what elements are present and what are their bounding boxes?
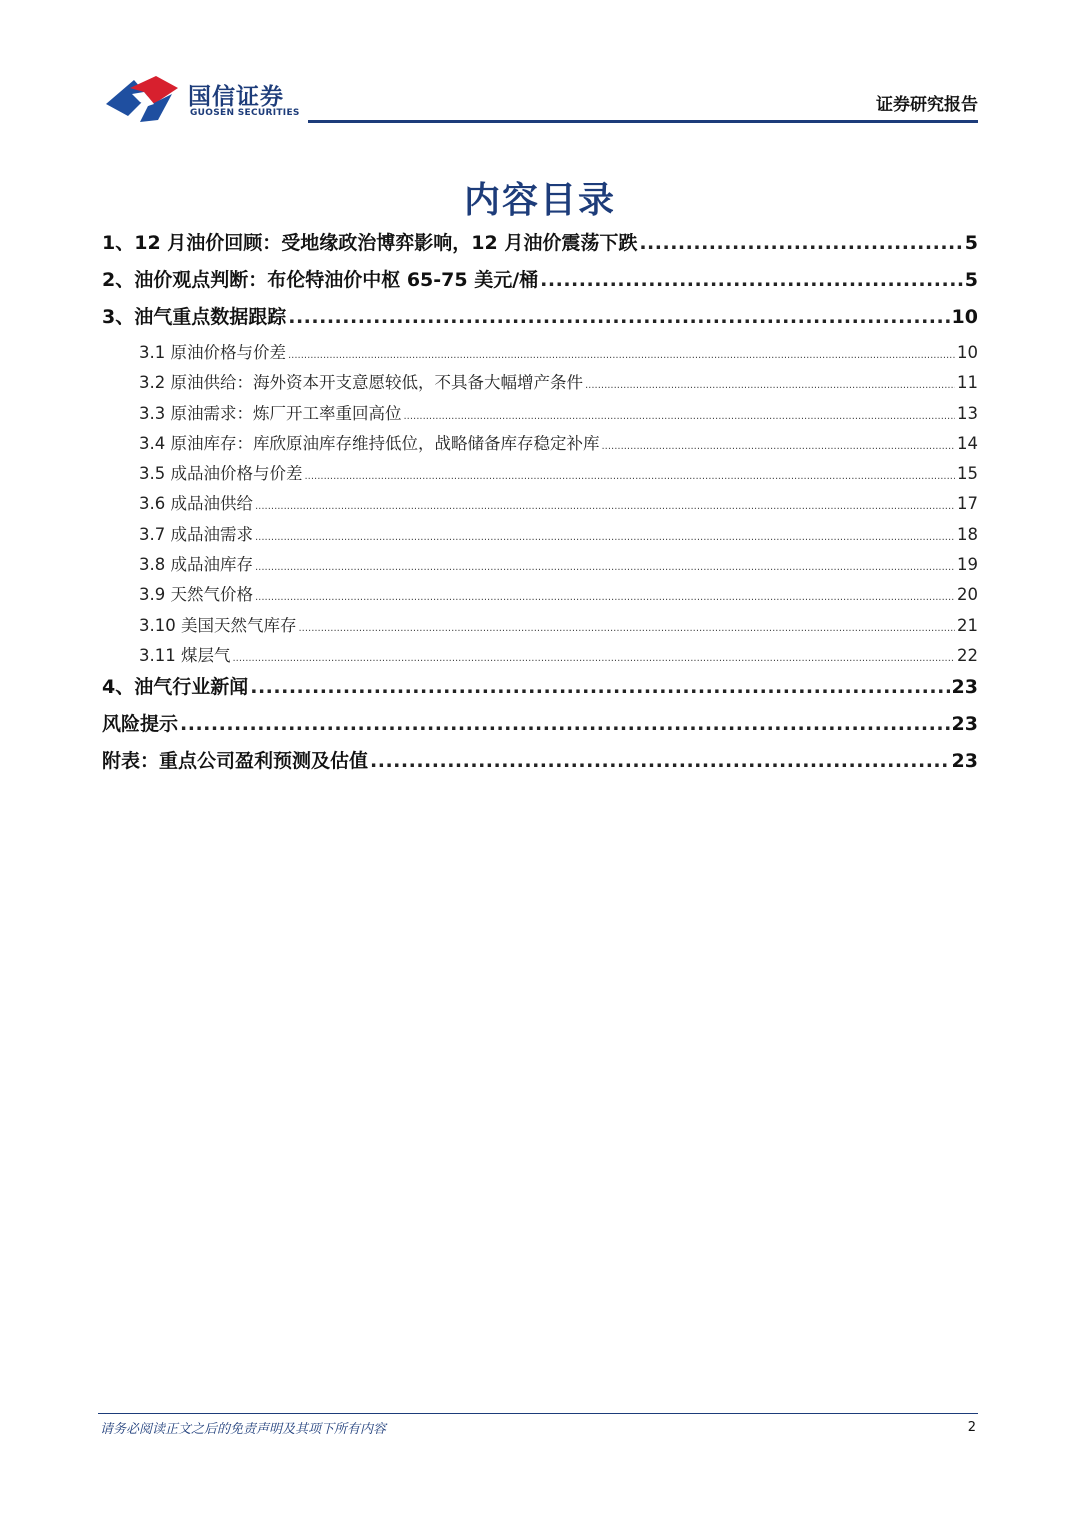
toc-dot-leader: [180, 713, 950, 735]
toc-entry-page: 10: [957, 343, 978, 362]
toc-dot-leader: [639, 232, 962, 254]
toc-entry-label: 3.10 美国天然气库存: [139, 615, 297, 635]
report-type-label: 证券研究报告: [876, 95, 978, 115]
toc-entry-page: 10: [951, 306, 978, 328]
toc-entry-label: 3.3 原油需求：炼厂开工率重回高位: [139, 403, 402, 423]
toc-entry[interactable]: [102, 400, 978, 430]
toc-entry-label: 3.7 成品油需求: [139, 524, 253, 544]
toc-dot-leader: [255, 592, 955, 603]
guosen-logo: [104, 74, 304, 124]
page-header: [0, 0, 1080, 130]
toc-dot-leader: [298, 623, 955, 634]
toc-dot-leader: [585, 380, 955, 391]
toc-entry-label: 3.4 原油库存：库欣原油库存维持低位，战略储备库存稳定补库: [139, 433, 600, 453]
toc-entry[interactable]: [102, 746, 978, 783]
toc-dot-leader: [288, 350, 955, 361]
toc-entry[interactable]: [102, 265, 978, 302]
toc-entry[interactable]: [102, 581, 978, 611]
toc-dot-leader: [602, 441, 956, 452]
toc-entry-label: 附表：重点公司盈利预测及估值: [102, 750, 369, 773]
toc-entry-page: 22: [957, 645, 978, 665]
toc-dot-leader: [255, 501, 955, 512]
header-divider: [308, 120, 978, 123]
toc-entry-page: 15: [957, 464, 978, 484]
toc-entry[interactable]: [102, 490, 978, 520]
toc-entry-page: 5: [964, 232, 978, 254]
toc-title: 内容目录: [463, 180, 616, 221]
toc-entry-page: 20: [957, 585, 978, 605]
toc-entry-page: 5: [964, 269, 978, 291]
toc-entry-label: 3.5 成品油价格与价差: [139, 464, 303, 484]
toc-entry[interactable]: [102, 709, 978, 746]
toc-entry-label: 4、油气行业新闻: [102, 676, 249, 699]
toc-entry-page: 11: [957, 373, 978, 393]
toc-dot-leader: [255, 562, 955, 573]
toc-entry-label: 2、油价观点判断：布伦特油价中枢 65-75 美元/桶: [102, 269, 539, 291]
toc-dot-leader: [305, 471, 956, 482]
toc-entry-page: 23: [951, 676, 978, 699]
toc-entry-page: 17: [957, 494, 978, 514]
toc-entry-page: 23: [951, 750, 978, 773]
logo-text-cn: 国信证券: [188, 84, 284, 110]
toc-entry-label: 3.1 原油价格与价差: [139, 343, 286, 362]
toc-dot-leader: [255, 532, 955, 543]
toc-entry-page: 18: [957, 524, 978, 544]
table-of-contents: [102, 228, 978, 783]
footer-disclaimer: 请务必阅读正文之后的免责声明及其项下所有内容: [100, 1422, 387, 1437]
toc-entry-label: 3.6 成品油供给: [139, 494, 253, 514]
toc-dot-leader: [250, 676, 949, 698]
toc-dot-leader: [540, 269, 963, 291]
toc-entry[interactable]: [102, 430, 978, 460]
logo-text-en: GUOSEN SECURITIES: [190, 108, 300, 118]
page-number: 2: [967, 1420, 976, 1435]
toc-entry-label: 3.9 天然气价格: [139, 585, 253, 605]
toc-entry[interactable]: [102, 521, 978, 551]
toc-dot-leader: [232, 653, 955, 664]
toc-entry-label: 3、油气重点数据跟踪: [102, 306, 287, 328]
toc-entry[interactable]: [102, 339, 978, 369]
footer-divider: [98, 1413, 978, 1414]
toc-entry-label: 3.8 成品油库存: [139, 555, 253, 575]
toc-entry[interactable]: [102, 551, 978, 581]
toc-entry[interactable]: [102, 228, 978, 265]
toc-entry-page: 21: [957, 615, 978, 635]
toc-entry-page: 23: [951, 713, 978, 736]
toc-entry[interactable]: [102, 460, 978, 490]
guosen-logo-mark-icon: [104, 74, 184, 124]
toc-entry-label: 3.2 原油供给：海外资本开支意愿较低，不具备大幅增产条件: [139, 373, 583, 393]
toc-entry[interactable]: [102, 302, 978, 339]
toc-dot-leader: [404, 411, 956, 422]
toc-entry[interactable]: [102, 612, 978, 642]
toc-entry-label: 1、12 月油价回顾：受地缘政治博弈影响，12 月油价震荡下跌: [102, 232, 638, 254]
toc-entry-label: 3.11 煤层气: [139, 645, 231, 665]
toc-entry-page: 13: [957, 403, 978, 423]
toc-dot-leader: [288, 306, 949, 328]
toc-entry[interactable]: [102, 672, 978, 709]
toc-dot-leader: [370, 750, 950, 772]
toc-entry[interactable]: [102, 642, 978, 672]
toc-entry-label: 风险提示: [102, 713, 179, 736]
toc-entry[interactable]: [102, 369, 978, 399]
toc-entry-page: 14: [957, 433, 978, 453]
toc-entry-page: 19: [957, 555, 978, 575]
